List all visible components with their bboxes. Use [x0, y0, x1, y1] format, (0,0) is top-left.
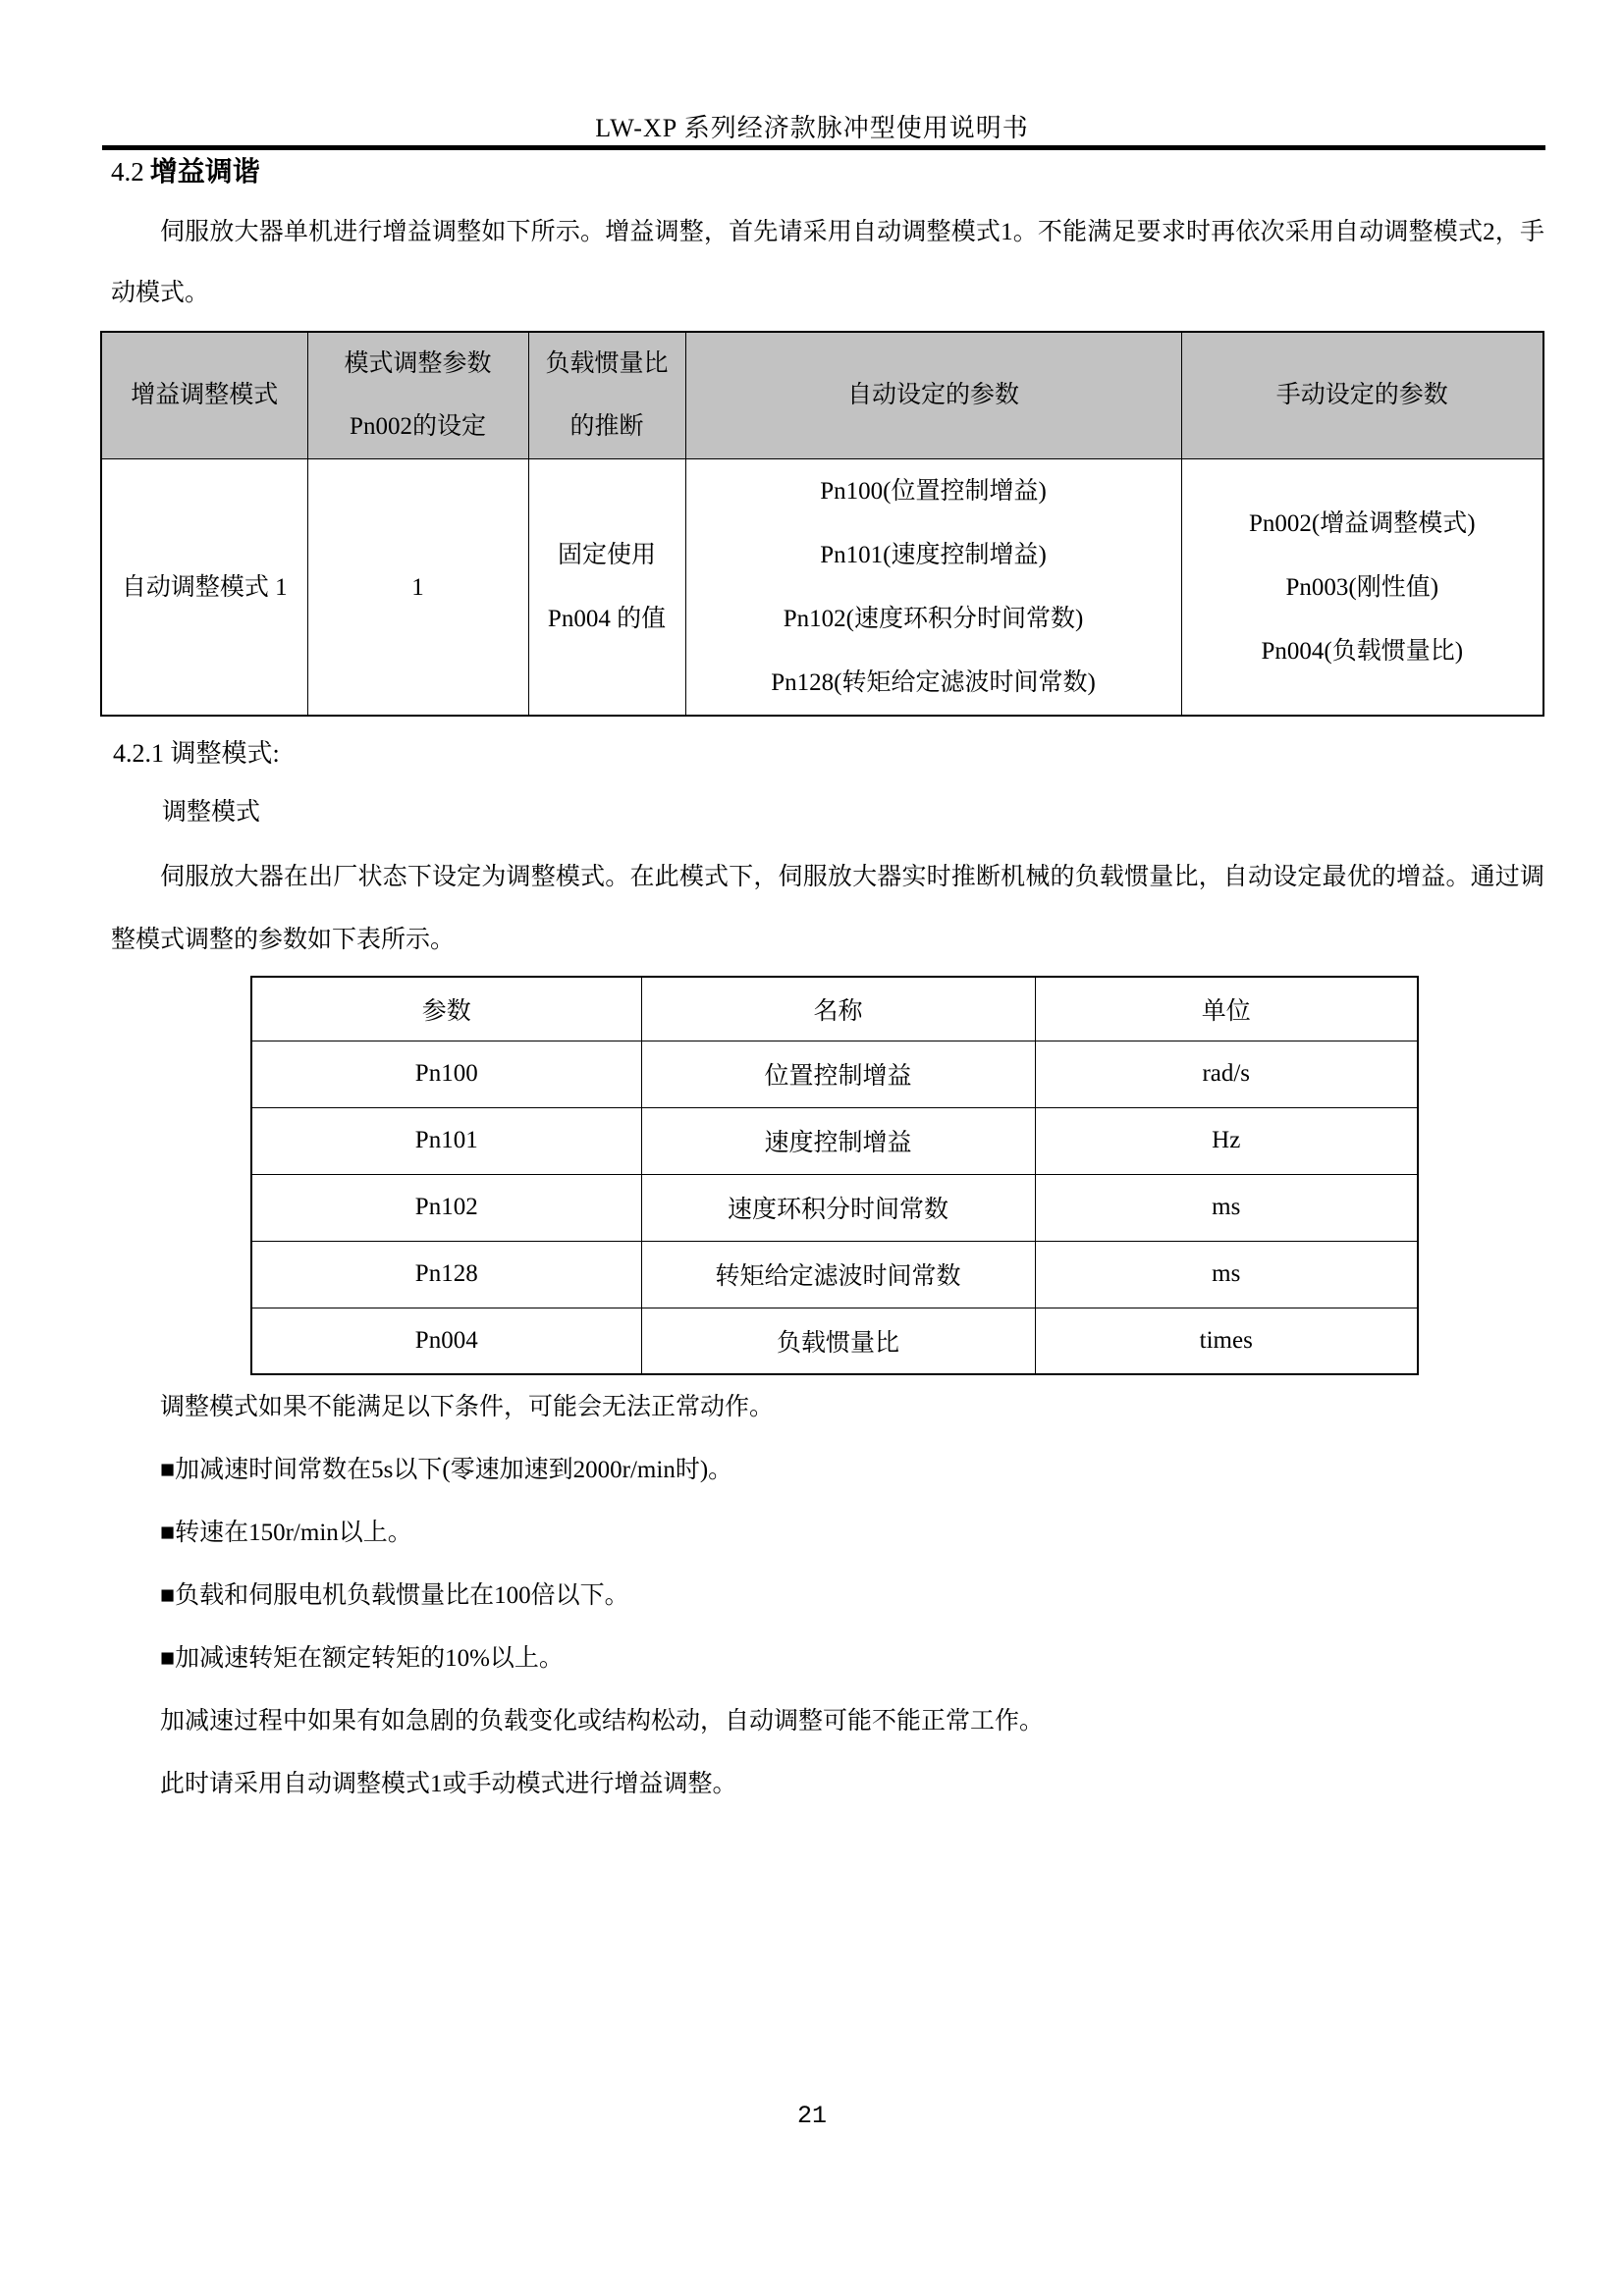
section-intro-paragraph: 伺服放大器单机进行增益调整如下所示。增益调整，首先请采用自动调整模式1。不能满足要求时再依次采用自动调整模式2，手动模式。 [111, 219, 1544, 306]
name-cell: 速度环积分时间常数 [641, 1174, 1035, 1241]
table-row [251, 1241, 1418, 1308]
unit-cell: ms [1035, 1241, 1418, 1308]
header-cell-param-line2: Pn002的设定 [350, 413, 486, 440]
name-cell: 负载惯量比 [641, 1308, 1035, 1374]
header-cell-param [307, 332, 528, 459]
section-number: 4.2 [111, 157, 144, 187]
param-cell: Pn004 [251, 1308, 641, 1374]
header-cell-unit: 单位 [1035, 977, 1418, 1041]
auto-param-item: Pn100(位置控制增益) [820, 478, 1047, 505]
section-title: 增益调谐 [149, 157, 260, 187]
subsection-body-paragraph: 伺服放大器在出厂状态下设定为调整模式。在此模式下，伺服放大器实时推断机械的负载惯量比，自动设定最优的增益。通过调整模式调整的参数如下表所示。 [111, 864, 1544, 953]
header-cell-mode: 增益调整模式 [101, 332, 307, 459]
parameter-table [250, 976, 1419, 1375]
cell-inertia [528, 459, 685, 717]
header-cell-param-line1: 模式调整参数 [344, 350, 492, 377]
table-row [251, 1174, 1418, 1241]
notes-intro: 调整模式如果不能满足以下条件，可能会无法正常动作。 [160, 1394, 775, 1420]
unit-cell: rad/s [1035, 1041, 1418, 1107]
table-row [251, 1107, 1418, 1174]
table-header-row [251, 977, 1418, 1041]
param-cell: Pn102 [251, 1174, 641, 1241]
auto-param-item: Pn128(转矩给定滤波时间常数) [771, 669, 1096, 696]
manual-param-item: Pn004(负载惯量比) [1261, 637, 1464, 665]
subsection-heading: 4.2.1 调整模式: [113, 739, 280, 768]
param-cell: Pn128 [251, 1241, 641, 1308]
header-cell-auto-set: 自动设定的参数 [685, 332, 1181, 459]
name-cell: 位置控制增益 [641, 1041, 1035, 1107]
name-cell: 转矩给定滤波时间常数 [641, 1241, 1035, 1308]
cell-manual-params [1181, 459, 1543, 717]
cell-inertia-line2: Pn004 的值 [547, 606, 667, 632]
unit-cell: Hz [1035, 1107, 1418, 1174]
header-rule [102, 145, 1545, 150]
subsection-label: 调整模式 [162, 799, 261, 826]
param-cell: Pn101 [251, 1107, 641, 1174]
unit-cell: times [1035, 1308, 1418, 1374]
header-cell-inertia-line1: 负载惯量比 [545, 350, 669, 377]
cell-pn002-setting: 1 [307, 459, 528, 717]
header-cell-name: 名称 [641, 977, 1035, 1041]
note-bullet: ■加减速时间常数在5s以下(零速加速到2000r/min时)。 [160, 1457, 733, 1483]
manual-param-item: Pn002(增益调整模式) [1248, 509, 1476, 537]
table-row [101, 459, 1543, 717]
header-cell-inertia-line2: 的推断 [569, 413, 644, 440]
table-header-row [101, 332, 1543, 459]
page-number: 21 [796, 2102, 827, 2130]
notes-outro-1: 加减速过程中如果有如急剧的负载变化或结构松动，自动调整可能不能正常工作。 [160, 1708, 1045, 1735]
auto-param-item: Pn101(速度控制增益) [820, 542, 1047, 568]
name-cell: 速度控制增益 [641, 1107, 1035, 1174]
gain-adjust-mode-table [100, 331, 1544, 717]
notes-block [111, 1376, 1544, 1816]
table-row [251, 1308, 1418, 1374]
header-cell-manual-set: 手动设定的参数 [1181, 332, 1543, 459]
notes-outro-2: 此时请采用自动调整模式1或手动模式进行增益调整。 [160, 1771, 737, 1797]
cell-inertia-line1: 固定使用 [557, 542, 656, 568]
auto-param-item: Pn102(速度环积分时间常数) [783, 606, 1084, 632]
header-cell-param: 参数 [251, 977, 641, 1041]
section-heading [111, 155, 260, 189]
header-cell-inertia [528, 332, 685, 459]
cell-auto-params [685, 459, 1181, 717]
manual-param-item: Pn003(刚性值) [1285, 573, 1439, 601]
note-bullet: ■转速在150r/min以上。 [160, 1520, 412, 1546]
cell-mode: 自动调整模式 1 [101, 459, 307, 717]
table-row [251, 1041, 1418, 1107]
note-bullet: ■加减速转矩在额定转矩的10%以上。 [160, 1645, 564, 1672]
header-title: LW-XP 系列经济款脉冲型使用说明书 [595, 114, 1029, 142]
unit-cell: ms [1035, 1174, 1418, 1241]
param-cell: Pn100 [251, 1041, 641, 1107]
note-bullet: ■负载和伺服电机负载惯量比在100倍以下。 [160, 1582, 629, 1609]
